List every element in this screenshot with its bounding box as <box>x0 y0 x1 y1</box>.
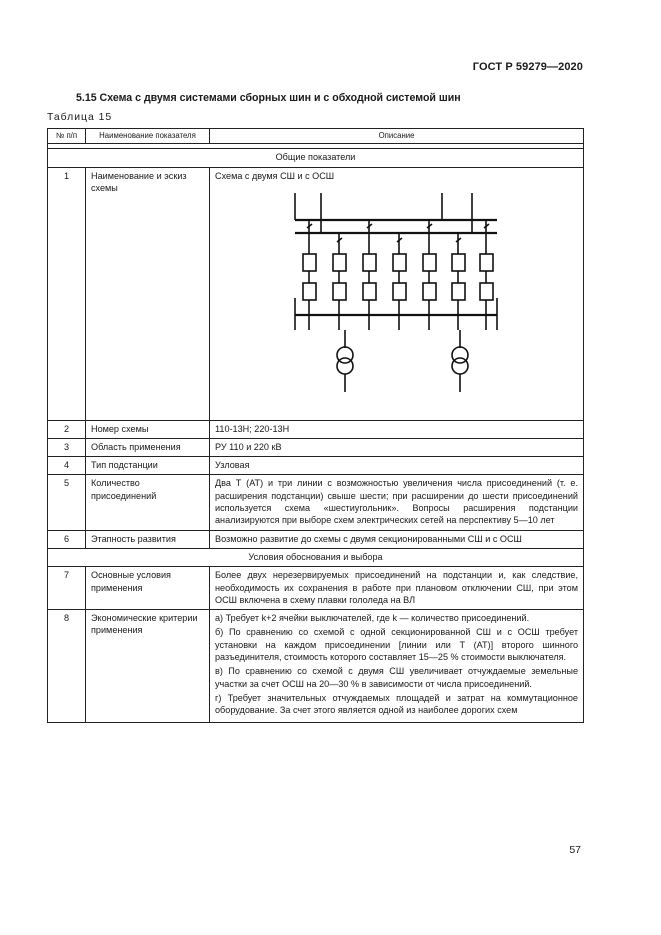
row-name: Область применения <box>86 438 210 456</box>
group-label-conditions: Условия обоснования и выбора <box>48 548 584 566</box>
scheme-diagram <box>285 188 515 398</box>
row-number: 4 <box>48 457 86 475</box>
row-name: Количество присоединений <box>86 475 210 530</box>
table-header-row <box>48 129 584 144</box>
bay-5 <box>423 220 436 330</box>
section-title: 5.15 Схема с двумя системами сборных шин и с обходной системой шин <box>76 92 461 104</box>
group-row-conditions <box>48 548 584 566</box>
row-description: РУ 110 и 220 кВ <box>210 438 584 456</box>
group-label-general: Общие показатели <box>48 149 584 167</box>
bay-7 <box>480 220 493 330</box>
table-row <box>48 475 584 530</box>
table-row <box>48 438 584 456</box>
col-header-description: Описание <box>210 129 584 144</box>
scheme-table <box>47 128 584 723</box>
row-description: Два Т (АТ) и три линии с возможностью увеличения числа присоединений (т. е. расширения подстанции) свыше шести; при расширении до шести присоединений используется схема «шестиугольник». Вопросы расширения подстанции анализируются при выборе схем электрических сетей на перспективу 5—10 лет <box>210 475 584 530</box>
table-row <box>48 610 584 722</box>
row-name: Основные условия применения <box>86 567 210 610</box>
scheme-caption: Схема с двумя СШ и с ОСШ <box>215 170 335 181</box>
col-header-name: Наименование показателя <box>86 129 210 144</box>
table-row <box>48 167 584 420</box>
page-number: 57 <box>569 844 581 856</box>
criterion-paragraph: а) Требует k+2 ячейки выключателей, где k — количество присоединений. <box>215 613 530 624</box>
row-description: Узловая <box>210 457 584 475</box>
row-description: 110-13Н; 220-13Н <box>210 420 584 438</box>
standard-header: ГОСТ Р 59279—2020 <box>472 61 583 73</box>
row-number: 7 <box>48 567 86 610</box>
row-name: Номер схемы <box>86 420 210 438</box>
row-name: Этапность развития <box>86 530 210 548</box>
row-number: 6 <box>48 530 86 548</box>
row-description <box>210 610 584 722</box>
table-caption: Таблица 15 <box>47 112 113 123</box>
row-number: 8 <box>48 610 86 722</box>
bay-3 <box>363 220 376 330</box>
row-name: Тип подстанции <box>86 457 210 475</box>
row-number: 1 <box>48 167 86 420</box>
group-row-general <box>48 149 584 167</box>
criterion-paragraph: б) По сравнению со схемой с одной секционированной СШ и с ОСШ требует установки на каждом присоединении [линии или Т (АТ)] второго шинного разъединителя, стоимость которого составляет 15—25 % стоимости выключателя. <box>215 627 578 663</box>
row-description <box>210 167 584 420</box>
col-header-number: № п/п <box>48 129 86 144</box>
bay-1 <box>303 220 316 330</box>
criterion-paragraph: г) Требует значительных отчуждаемых площадей и затрат на коммутационное оборудование. За счет этого является одной из наиболее дорогих схем <box>215 692 578 716</box>
row-description: Более двух нерезервируемых присоединений на подстанции и, как следствие, необходимость их сохранения в работе при плановом отключении СШ, при этом ОСШ включена в схему плавки гололеда на ВЛ <box>210 567 584 610</box>
table-row <box>48 420 584 438</box>
transformer-right <box>452 330 468 392</box>
row-number: 5 <box>48 475 86 530</box>
row-name: Наименование и эскиз схемы <box>86 167 210 420</box>
row-number: 3 <box>48 438 86 456</box>
row-number: 2 <box>48 420 86 438</box>
table-row <box>48 457 584 475</box>
table-row <box>48 567 584 610</box>
table-row <box>48 530 584 548</box>
row-description: Возможно развитие до схемы с двумя секционированными СШ и с ОСШ <box>210 530 584 548</box>
row-name: Экономические критерии применения <box>86 610 210 722</box>
criterion-paragraph: в) По сравнению со схемой с двумя СШ увеличивает отчуждаемые земельные участки за счет ОСШ на 20—30 % в зависимости от числа присоединений. <box>215 666 578 689</box>
transformer-left <box>337 330 353 392</box>
